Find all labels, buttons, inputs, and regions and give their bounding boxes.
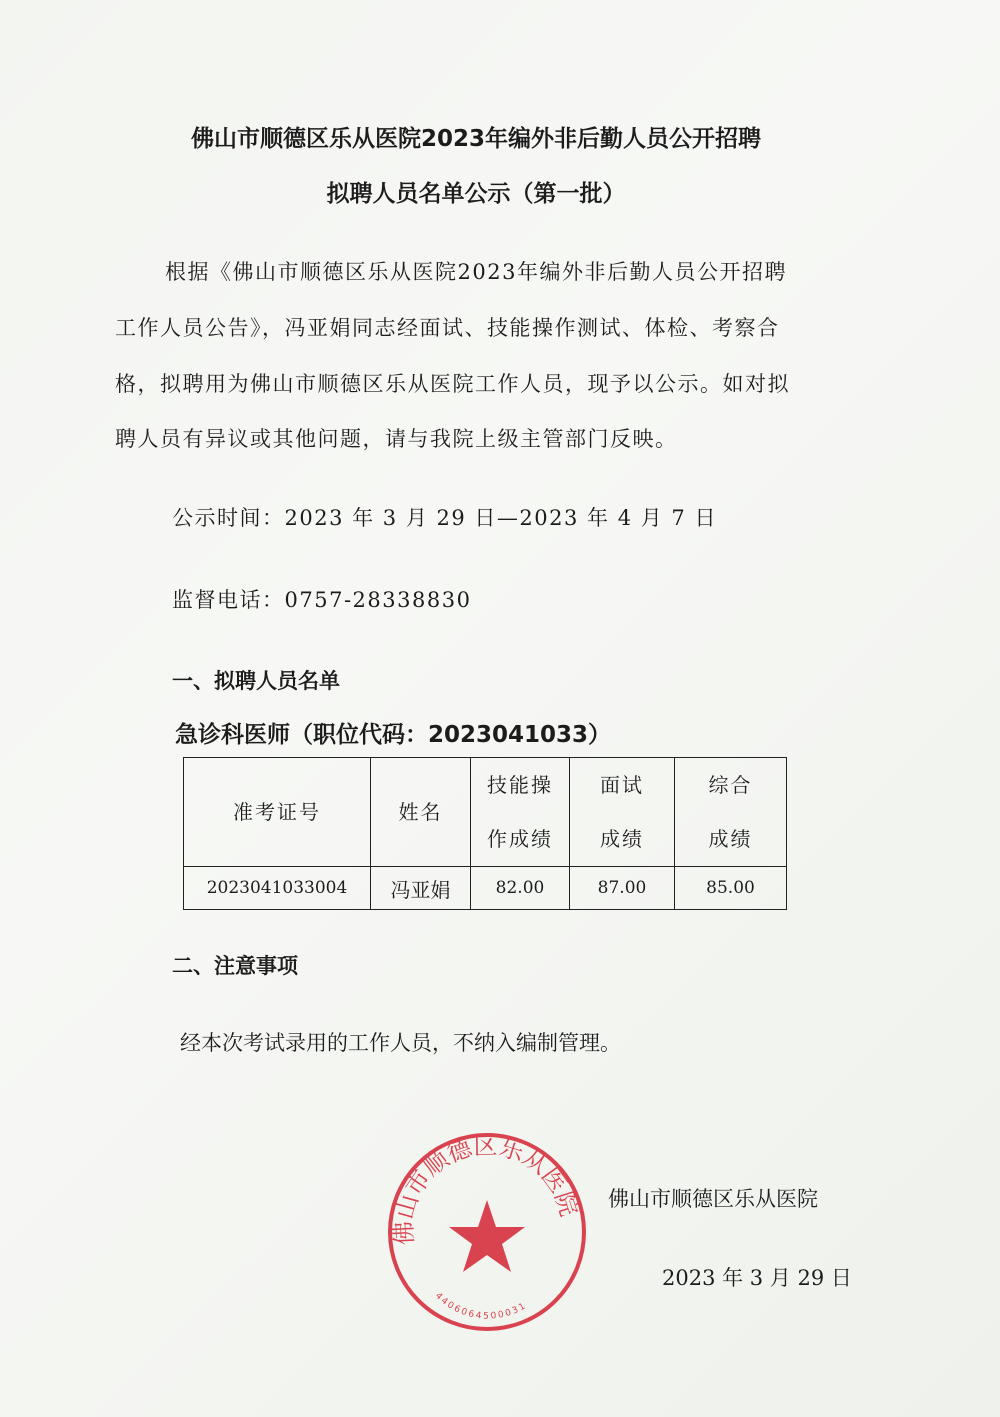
seal-star-icon [449,1200,525,1272]
header-name: 姓名 [371,758,471,867]
body-line-1: 根据《佛山市顺德区乐从医院2023年编外非后勤人员公开招聘 [165,260,787,284]
official-seal [385,1130,589,1334]
publicity-period: 公示时间：2023 年 3 月 29 日—2023 年 4 月 7 日 [172,506,717,530]
header-interview-score-l2: 成绩 [600,827,644,851]
header-interview-score-l1: 面试 [600,773,644,797]
body-line-3: 格，拟聘用为佛山市顺德区乐从医院工作人员，现予以公示。如对拟 [115,372,790,396]
cell-total-score: 85.00 [675,867,787,910]
header-interview-score [570,758,675,867]
cell-interview-score: 87.00 [570,867,675,910]
header-total-score-l2: 成绩 [708,827,753,851]
header-total-score [675,758,787,867]
header-skill-score-l1: 技能操 [487,773,553,797]
section2-heading: 二、注意事项 [172,954,298,978]
body-line-4: 聘人员有异议或其他问题，请与我院上级主管部门反映。 [115,427,678,451]
position-title: 急诊科医师（职位代码：2023041033） [175,722,612,748]
candidates-table [183,757,787,910]
table-header-row [184,758,787,867]
notice-text: 经本次考试录用的工作人员，不纳入编制管理。 [180,1031,621,1055]
supervision-phone: 监督电话：0757-28338830 [172,588,472,612]
cell-skill-score: 82.00 [471,867,570,910]
cell-name: 冯亚娟 [371,867,471,910]
header-skill-score-l2: 作成绩 [487,827,553,851]
signature-date: 2023 年 3 月 29 日 [662,1266,852,1290]
seal-code: 4406064500031 [432,1291,529,1322]
seal-text: 佛山市顺德区乐从医院 [389,1131,584,1246]
section1-heading: 一、拟聘人员名单 [172,669,340,693]
cell-exam-id: 2023041033004 [184,867,371,910]
table-row [184,867,787,910]
document-title-line2: 拟聘人员名单公示（第一批） [326,181,626,207]
header-skill-score [471,758,570,867]
document-title-line1: 佛山市顺德区乐从医院2023年编外非后勤人员公开招聘 [190,126,761,152]
header-exam-id: 准考证号 [184,758,371,867]
body-line-2: 工作人员公告》，冯亚娟同志经面试、技能操作测试、体检、考察合 [115,316,780,340]
header-total-score-l1: 综合 [708,773,753,797]
signature-org: 佛山市顺德区乐从医院 [608,1187,818,1211]
